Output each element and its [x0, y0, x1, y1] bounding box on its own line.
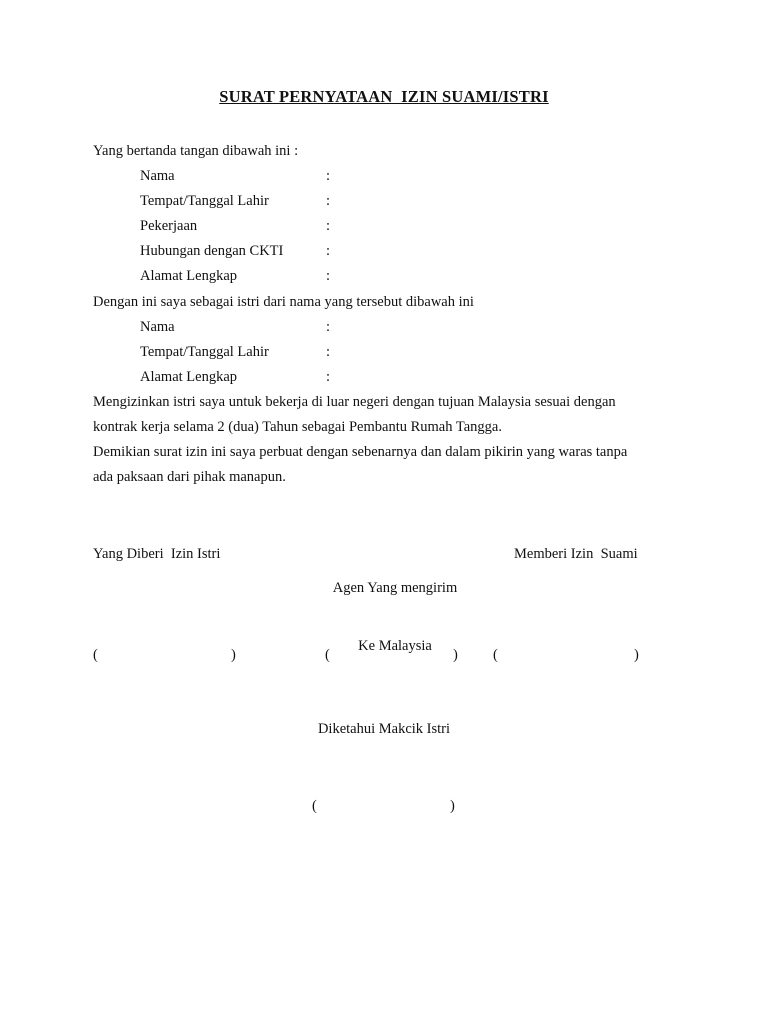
field-label: Tempat/Tanggal Lahir	[140, 344, 269, 360]
field-colon: :	[326, 193, 331, 209]
field-colon: :	[326, 168, 331, 184]
signature-bracket-close-agent: )	[453, 647, 458, 663]
section2-intro-text: Dengan ini saya sebagai istri dari nama yang tersebut dibawah ini	[93, 294, 474, 310]
field-label: Alamat Lengkap	[140, 369, 238, 385]
field-colon: :	[326, 369, 331, 385]
field-label: Nama	[140, 319, 175, 335]
closing-paragraph-line2: ada paksaan dari pihak manapun.	[93, 469, 286, 485]
field-colon: :	[326, 243, 331, 259]
permission-paragraph-line2: kontrak kerja selama 2 (dua) Tahun sebagai Pembantu Rumah Tangga.	[93, 419, 502, 435]
document-title: SURAT PERNYATAAN IZIN SUAMI/ISTRI	[219, 87, 549, 106]
signature-bracket-close-husband: )	[634, 647, 639, 663]
signature-label-agent-line2: Ke Malaysia	[358, 638, 432, 654]
field-label: Hubungan dengan CKTI	[140, 243, 284, 259]
closing-paragraph-line1: Demikian surat izin ini saya perbuat dengan sebenarnya dan dalam pikirin yang waras tanpa	[93, 444, 628, 460]
signature-label-aunt: Diketahui Makcik Istri	[317, 721, 451, 737]
field-colon: :	[326, 218, 331, 234]
signature-bracket-close-recipient: )	[231, 647, 236, 663]
signature-bracket-open-recipient: (	[93, 647, 98, 663]
signature-label-husband: Memberi Izin Suami	[514, 546, 638, 562]
signature-bracket-open-agent: (	[325, 647, 330, 663]
field-label: Alamat Lengkap	[140, 268, 238, 284]
field-colon: :	[326, 268, 331, 284]
signature-label-recipient: Yang Diberi Izin Istri	[93, 546, 221, 562]
field-label: Nama	[140, 168, 175, 184]
field-label: Tempat/Tanggal Lahir	[140, 193, 269, 209]
field-label: Pekerjaan	[140, 218, 198, 234]
permission-paragraph-line1: Mengizinkan istri saya untuk bekerja di luar negeri dengan tujuan Malaysia sesuai dengan	[93, 394, 616, 410]
permission-paragraph	[93, 390, 675, 440]
signature-bracket-open-husband: (	[493, 647, 498, 663]
signature-bracket-close-aunt: )	[450, 798, 455, 814]
field-colon: :	[326, 344, 331, 360]
signature-label-agent-line1: Agen Yang mengirim	[332, 580, 458, 596]
signature-label-agent	[305, 546, 485, 689]
field-colon: :	[326, 319, 331, 335]
signature-bracket-open-aunt: (	[312, 798, 317, 814]
intro-text: Yang bertanda tangan dibawah ini :	[93, 143, 299, 159]
closing-paragraph	[93, 440, 675, 490]
